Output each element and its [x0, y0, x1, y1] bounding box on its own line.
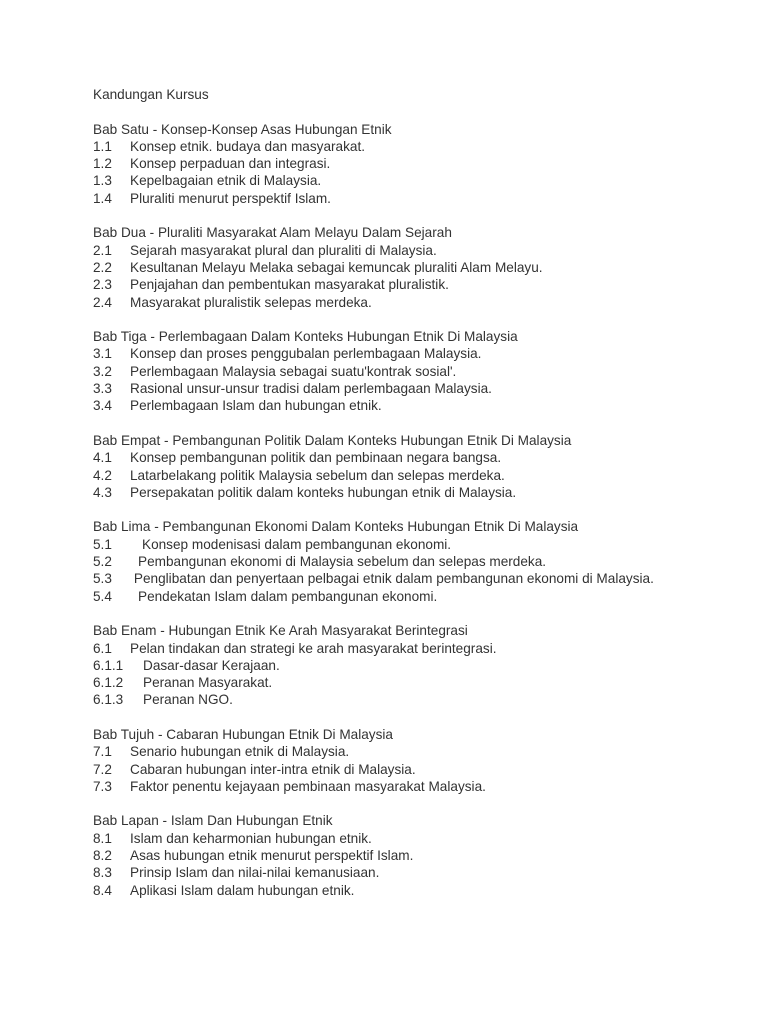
item-number: 7.2 — [93, 761, 112, 777]
item-text: Persepakatan politik dalam konteks hubungan etnik di Malaysia. — [130, 484, 517, 500]
list-item — [93, 536, 753, 553]
list-item — [93, 847, 753, 864]
list-item — [93, 138, 753, 155]
list-item — [93, 484, 753, 501]
item-number: 2.4 — [93, 294, 112, 310]
chapter-8 — [93, 812, 753, 898]
item-number: 2.2 — [93, 259, 112, 275]
list-item — [93, 397, 753, 414]
item-number: 8.2 — [93, 848, 112, 864]
chapter-7 — [93, 726, 753, 795]
list-item — [93, 172, 753, 189]
list-item — [93, 691, 753, 708]
list-item — [93, 743, 753, 760]
list-item — [93, 276, 753, 293]
list-item — [93, 657, 753, 674]
item-text: Latarbelakang politik Malaysia sebelum dan selepas merdeka. — [130, 467, 505, 483]
item-text: Perlembagaan Islam dan hubungan etnik. — [130, 398, 382, 414]
item-number: 5.2 — [93, 554, 112, 570]
chapter-4 — [93, 432, 753, 501]
list-item — [93, 761, 753, 778]
item-text: Sejarah masyarakat plural dan pluraliti di Malaysia. — [130, 242, 437, 258]
list-item — [93, 380, 753, 397]
item-number: 3.2 — [93, 363, 112, 379]
chapter-title: Bab Satu - Konsep-Konsep Asas Hubungan Etnik — [93, 121, 392, 137]
item-number: 7.1 — [93, 744, 112, 760]
list-item — [93, 864, 753, 881]
chapter-title: Bab Dua - Pluraliti Masyarakat Alam Melayu Dalam Sejarah — [93, 225, 452, 241]
item-text: Islam dan keharmonian hubungan etnik. — [130, 830, 372, 846]
item-text: Prinsip Islam dan nilai-nilai kemanusiaan. — [130, 865, 380, 881]
chapter-title: Bab Empat - Pembangunan Politik Dalam Konteks Hubungan Etnik Di Malaysia — [93, 432, 572, 448]
item-text: Pluraliti menurut perspektif Islam. — [130, 190, 331, 206]
item-text: Masyarakat pluralistik selepas merdeka. — [130, 294, 372, 310]
list-item — [93, 882, 753, 899]
chapter-5 — [93, 518, 753, 604]
item-number: 7.3 — [93, 778, 112, 794]
chapter-title: Bab Lapan - Islam Dan Hubungan Etnik — [93, 813, 333, 829]
item-text: Konsep dan proses penggubalan perlembagaan Malaysia. — [130, 346, 482, 362]
item-number: 2.1 — [93, 242, 112, 258]
chapter-2 — [93, 224, 753, 310]
list-item — [93, 640, 753, 657]
item-number: 3.1 — [93, 346, 112, 362]
list-item — [93, 449, 753, 466]
list-item — [93, 242, 753, 259]
chapter-title: Bab Tujuh - Cabaran Hubungan Etnik Di Malaysia — [93, 726, 393, 742]
item-number: 4.1 — [93, 450, 112, 466]
document-page — [93, 86, 753, 916]
list-item — [93, 190, 753, 207]
list-item — [93, 155, 753, 172]
item-text: Aplikasi Islam dalam hubungan etnik. — [130, 882, 355, 898]
chapter-1 — [93, 121, 753, 207]
item-number: 4.2 — [93, 467, 112, 483]
item-number: 6.1.2 — [93, 675, 124, 691]
list-item — [93, 363, 753, 380]
item-text: Pelan tindakan dan strategi ke arah masyarakat berintegrasi. — [130, 640, 497, 656]
item-text: Senario hubungan etnik di Malaysia. — [130, 744, 350, 760]
item-number: 1.3 — [93, 173, 112, 189]
item-number: 5.4 — [93, 588, 112, 604]
item-text: Konsep etnik. budaya dan masyarakat. — [130, 138, 366, 154]
item-number: 6.1.3 — [93, 692, 124, 708]
item-text: Dasar-dasar Kerajaan. — [143, 657, 280, 673]
item-number: 3.3 — [93, 381, 112, 397]
item-text: Penglibatan dan penyertaan pelbagai etnik dalam pembangunan ekonomi di Malaysia. — [133, 571, 654, 587]
item-number: 8.1 — [93, 830, 112, 846]
item-text: Konsep pembangunan politik dan pembinaan negara bangsa. — [130, 450, 502, 466]
item-number: 6.1.1 — [93, 657, 124, 673]
item-number: 1.1 — [93, 138, 112, 154]
item-number: 1.4 — [93, 190, 112, 206]
chapter-title: Bab Enam - Hubungan Etnik Ke Arah Masyarakat Berintegrasi — [93, 623, 468, 639]
document-title: Kandungan Kursus — [93, 87, 209, 102]
item-number: 3.4 — [93, 398, 112, 414]
item-number: 4.3 — [93, 484, 112, 500]
item-number: 5.1 — [93, 536, 112, 552]
item-text: Penjajahan dan pembentukan masyarakat pluralistik. — [130, 277, 449, 293]
list-item — [93, 345, 753, 362]
item-text: Peranan Masyarakat. — [143, 675, 273, 691]
item-text: Asas hubungan etnik menurut perspektif Islam. — [130, 848, 414, 864]
list-item — [93, 467, 753, 484]
list-item — [93, 830, 753, 847]
chapter-6 — [93, 622, 753, 708]
item-text: Pembangunan ekonomi di Malaysia sebelum dan selepas merdeka. — [138, 554, 547, 570]
item-text: Faktor penentu kejayaan pembinaan masyarakat Malaysia. — [130, 778, 486, 794]
item-number: 6.1 — [93, 640, 112, 656]
list-item — [93, 778, 753, 795]
list-item — [93, 259, 753, 276]
list-item — [93, 570, 753, 587]
list-item — [93, 588, 753, 605]
item-text: Kesultanan Melayu Melaka sebagai kemuncak pluraliti Alam Melayu. — [130, 259, 543, 275]
item-text: Cabaran hubungan inter-intra etnik di Malaysia. — [130, 761, 416, 777]
item-number: 5.3 — [93, 571, 112, 587]
item-text: Rasional unsur-unsur tradisi dalam perlembagaan Malaysia. — [130, 381, 492, 397]
item-number: 1.2 — [93, 156, 112, 172]
chapter-title: Bab Tiga - Perlembagaan Dalam Konteks Hubungan Etnik Di Malaysia — [93, 329, 518, 345]
chapter-3 — [93, 328, 753, 414]
item-number: 8.3 — [93, 865, 112, 881]
item-text: Konsep perpaduan dan integrasi. — [130, 156, 331, 172]
item-number: 2.3 — [93, 277, 112, 293]
list-item — [93, 294, 753, 311]
item-text: Kepelbagaian etnik di Malaysia. — [130, 173, 322, 189]
item-text: Pendekatan Islam dalam pembangunan ekonomi. — [138, 588, 438, 604]
item-text: Perlembagaan Malaysia sebagai suatu'kontrak sosial'. — [130, 363, 457, 379]
item-number: 8.4 — [93, 882, 112, 898]
list-item — [93, 674, 753, 691]
chapter-title: Bab Lima - Pembangunan Ekonomi Dalam Konteks Hubungan Etnik Di Malaysia — [93, 519, 579, 535]
list-item — [93, 553, 753, 570]
item-text: Konsep modenisasi dalam pembangunan ekonomi. — [142, 536, 452, 552]
item-text: Peranan NGO. — [143, 692, 233, 708]
